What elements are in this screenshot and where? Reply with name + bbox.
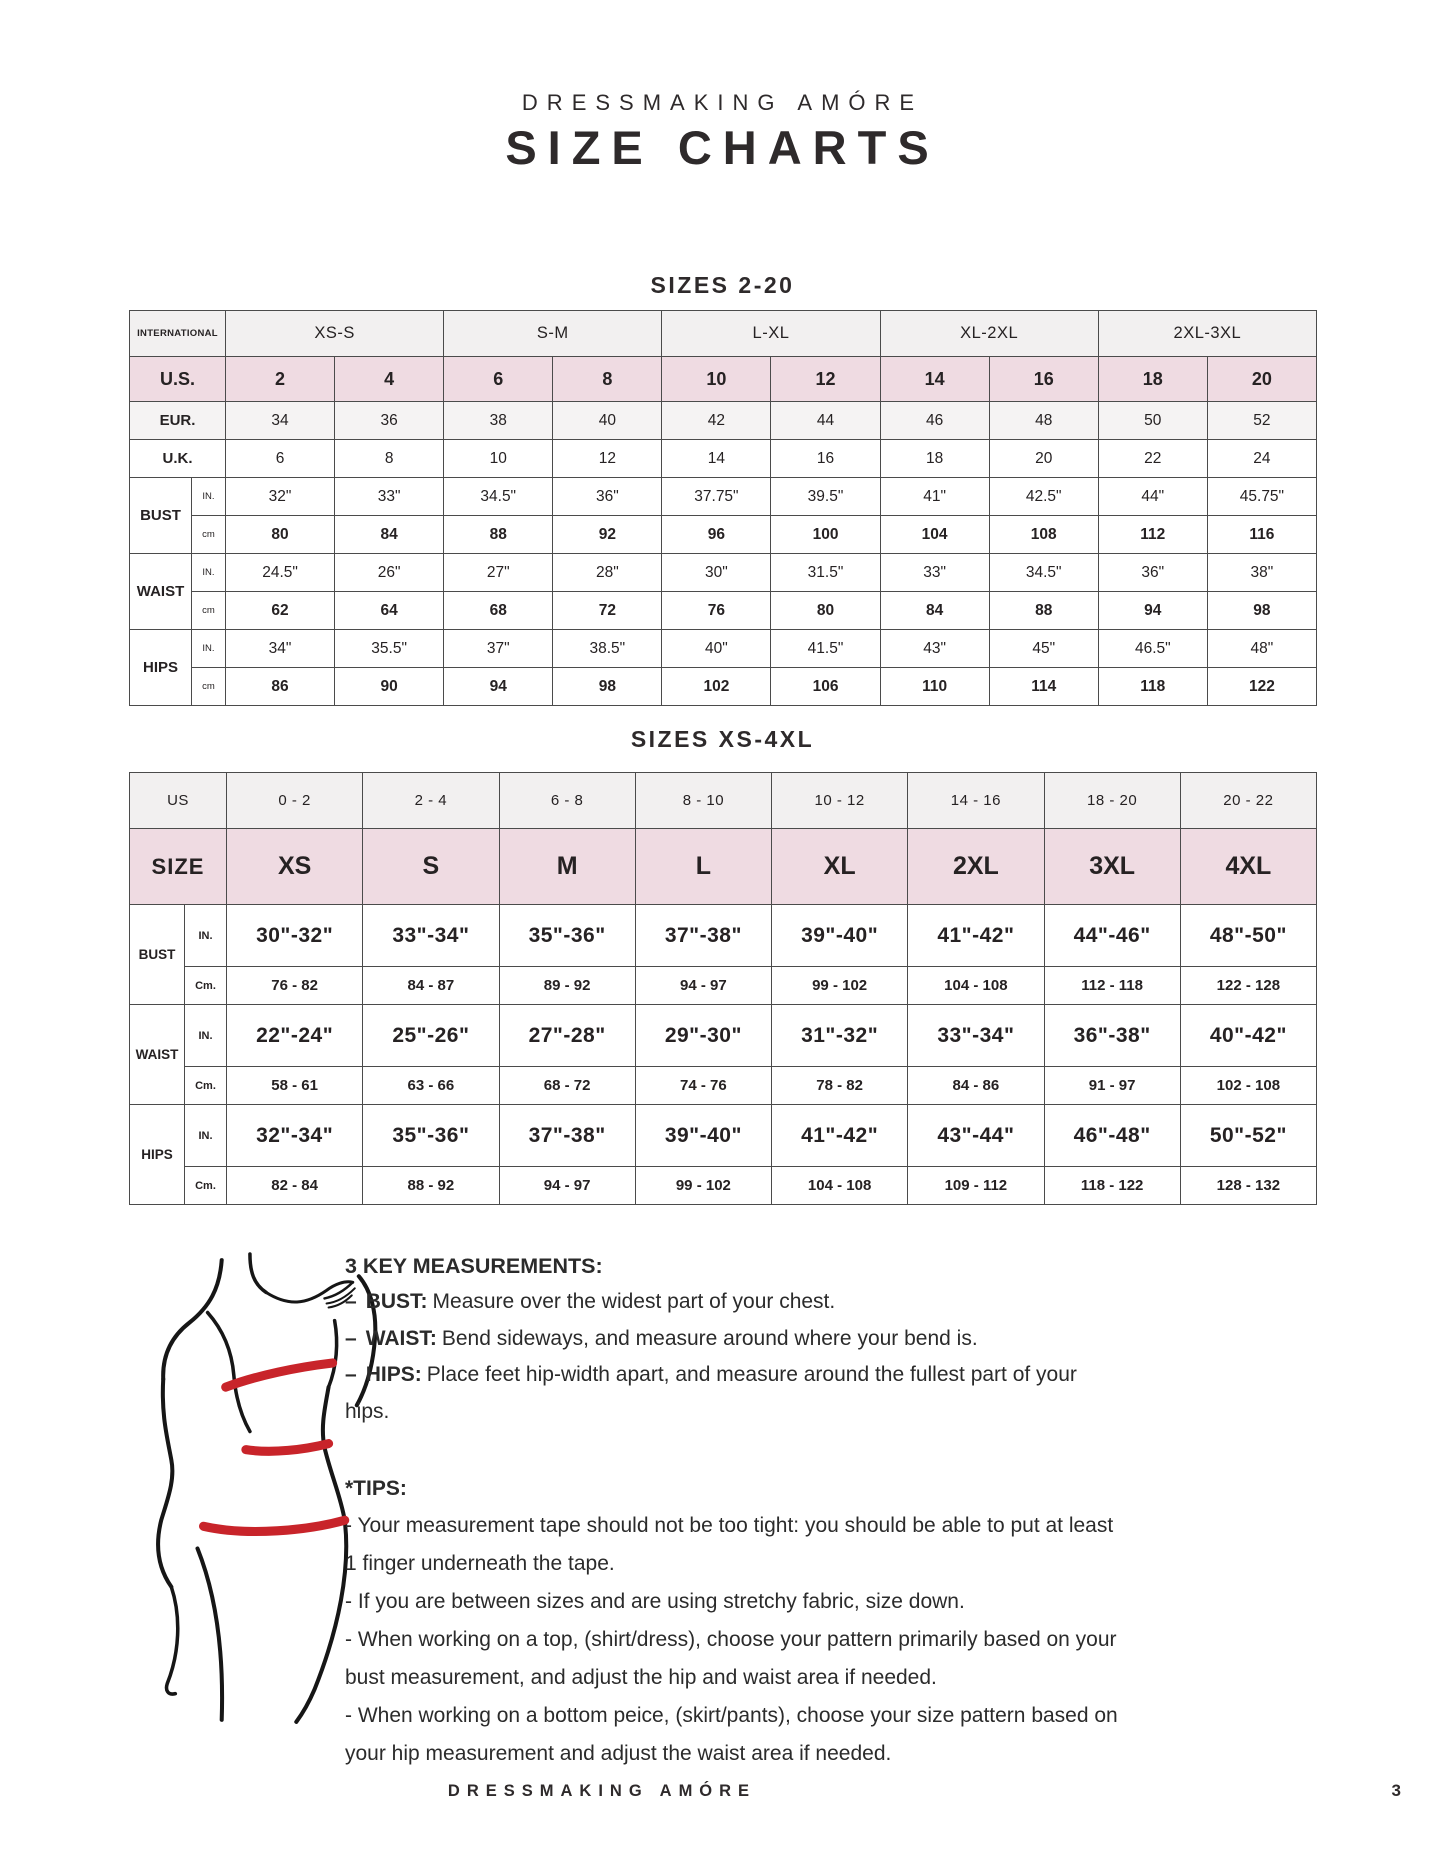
- cm-range-value: 118 - 122: [1044, 1167, 1180, 1205]
- size-value: 12: [553, 440, 662, 478]
- tips-heading: *TIPS:: [345, 1477, 407, 1500]
- size-value: 44: [771, 402, 880, 440]
- page-number: 3: [1391, 1781, 1401, 1800]
- size-value: 10: [444, 440, 553, 478]
- bullet-dash: –: [345, 1290, 357, 1313]
- inch-value: 48": [1207, 630, 1316, 668]
- inch-range-value: 25"-26": [363, 1005, 499, 1067]
- cm-value: 90: [335, 668, 444, 706]
- cm-value: 88: [989, 592, 1098, 630]
- bullet-dash: –: [345, 1326, 357, 1350]
- size-name-value: 2XL: [908, 829, 1044, 905]
- inch-value: 34.5": [444, 478, 553, 516]
- region-label: EUR.: [130, 402, 226, 440]
- cm-value: 104: [880, 516, 989, 554]
- cm-value: 68: [444, 592, 553, 630]
- measurement-item-bust: [345, 1284, 1120, 1321]
- inch-range-value: 48"-50": [1180, 905, 1316, 967]
- us-label: US: [130, 773, 227, 829]
- inch-value: 37.75": [662, 478, 771, 516]
- table-row: [130, 1067, 1317, 1105]
- cm-value: 84: [335, 516, 444, 554]
- inch-range-value: 46"-48": [1044, 1105, 1180, 1167]
- cm-value: 118: [1098, 668, 1207, 706]
- cm-range-value: 78 - 82: [772, 1067, 908, 1105]
- cm-value: 88: [444, 516, 553, 554]
- table2-title: SIZES XS-4XL: [630, 726, 815, 752]
- region-label: U.K.: [130, 440, 226, 478]
- size-value: 14: [880, 357, 989, 402]
- inch-value: 45": [989, 630, 1098, 668]
- cm-range-value: 94 - 97: [635, 967, 771, 1005]
- international-size-group: L-XL: [662, 311, 880, 357]
- measurement-desc: Place feet hip-width apart, and measure around the fullest part of your hips.: [345, 1363, 1077, 1423]
- cm-range-value: 94 - 97: [499, 1167, 635, 1205]
- cm-value: 106: [771, 668, 880, 706]
- cm-value: 96: [662, 516, 771, 554]
- table-row: [130, 967, 1317, 1005]
- table-row: [130, 478, 1317, 516]
- measurement-label: WAIST: [130, 1005, 185, 1105]
- inch-value: 42.5": [989, 478, 1098, 516]
- table-row: [130, 829, 1317, 905]
- unit-inches-label: IN.: [192, 554, 226, 592]
- cm-value: 94: [444, 668, 553, 706]
- size-name-value: 4XL: [1180, 829, 1316, 905]
- sizes-xs-4xl-table: [129, 772, 1317, 1205]
- tip-item: - When working on a top, (shirt/dress), choose your pattern primarily based on your bust measurement, and adjust the hip and waist area if needed.: [345, 1628, 1117, 1689]
- cm-value: 98: [1207, 592, 1316, 630]
- inch-value: 38.5": [553, 630, 662, 668]
- cm-value: 64: [335, 592, 444, 630]
- us-range-value: 14 - 16: [908, 773, 1044, 829]
- inch-range-value: 35"-36": [363, 1105, 499, 1167]
- size-value: 18: [880, 440, 989, 478]
- size-value: 4: [335, 357, 444, 402]
- table-row: [130, 592, 1317, 630]
- size-value: 24: [1207, 440, 1316, 478]
- cm-value: 122: [1207, 668, 1316, 706]
- size-value: 40: [553, 402, 662, 440]
- measurement-term: WAIST:: [365, 1326, 437, 1350]
- brand-title: DRESSMAKING AMÓRE: [521, 90, 924, 115]
- size-name-value: S: [363, 829, 499, 905]
- unit-inches-label: IN.: [185, 1105, 227, 1167]
- cm-value: 94: [1098, 592, 1207, 630]
- inch-range-value: 27"-28": [499, 1005, 635, 1067]
- international-size-group: XL-2XL: [880, 311, 1098, 357]
- unit-inches-label: IN.: [185, 905, 227, 967]
- us-range-value: 8 - 10: [635, 773, 771, 829]
- inch-range-value: 36"-38": [1044, 1005, 1180, 1067]
- size-value: 14: [662, 440, 771, 478]
- inch-value: 28": [553, 554, 662, 592]
- measurement-item-hips: [345, 1357, 1120, 1430]
- unit-cm-label: Cm.: [185, 1067, 227, 1105]
- table-row: [130, 440, 1317, 478]
- hips-band: [204, 1520, 345, 1531]
- bullet-dash: –: [345, 1363, 357, 1386]
- inch-range-value: 22"-24": [227, 1005, 363, 1067]
- size-value: 16: [771, 440, 880, 478]
- inch-value: 30": [662, 554, 771, 592]
- cm-value: 116: [1207, 516, 1316, 554]
- inch-value: 32": [226, 478, 335, 516]
- measurement-guide: [345, 1248, 1120, 1773]
- inch-value: 45.75": [1207, 478, 1316, 516]
- cm-range-value: 63 - 66: [363, 1067, 499, 1105]
- inch-value: 38": [1207, 554, 1316, 592]
- inch-value: 34.5": [989, 554, 1098, 592]
- cm-value: 76: [662, 592, 771, 630]
- size-value: 8: [335, 440, 444, 478]
- size-value: 50: [1098, 402, 1207, 440]
- inch-value: 36": [1098, 554, 1207, 592]
- inch-value: 35.5": [335, 630, 444, 668]
- size-name-value: M: [499, 829, 635, 905]
- size-value: 6: [444, 357, 553, 402]
- cm-value: 80: [771, 592, 880, 630]
- inch-value: 41": [880, 478, 989, 516]
- table-row: [130, 1167, 1317, 1205]
- table-row: [130, 773, 1317, 829]
- size-value: 8: [553, 357, 662, 402]
- size-name-value: 3XL: [1044, 829, 1180, 905]
- size-value: 52: [1207, 402, 1316, 440]
- cm-range-value: 58 - 61: [227, 1067, 363, 1105]
- size-name-value: XL: [772, 829, 908, 905]
- cm-range-value: 68 - 72: [499, 1067, 635, 1105]
- measurement-desc: Bend sideways, and measure around where your bend is.: [441, 1326, 978, 1350]
- inch-value: 43": [880, 630, 989, 668]
- size-value: 10: [662, 357, 771, 402]
- measurement-label: WAIST: [130, 554, 192, 630]
- region-label: U.S.: [130, 357, 226, 402]
- unit-inches-label: IN.: [192, 478, 226, 516]
- inch-range-value: 39"-40": [635, 1105, 771, 1167]
- table-row: [130, 630, 1317, 668]
- unit-inches-label: IN.: [192, 630, 226, 668]
- inch-value: 44": [1098, 478, 1207, 516]
- size-value: 22: [1098, 440, 1207, 478]
- measurement-label: HIPS: [130, 1105, 185, 1205]
- inch-range-value: 43"-44": [908, 1105, 1044, 1167]
- inch-value: 33": [335, 478, 444, 516]
- size-value: 42: [662, 402, 771, 440]
- inch-range-value: 32"-34": [227, 1105, 363, 1167]
- inch-range-value: 31"-32": [772, 1005, 908, 1067]
- us-range-value: 10 - 12: [772, 773, 908, 829]
- cm-range-value: 74 - 76: [635, 1067, 771, 1105]
- cm-value: 102: [662, 668, 771, 706]
- table-row: [130, 554, 1317, 592]
- inch-range-value: 35"-36": [499, 905, 635, 967]
- cm-range-value: 104 - 108: [908, 967, 1044, 1005]
- cm-range-value: 99 - 102: [772, 967, 908, 1005]
- table-row: [130, 402, 1317, 440]
- cm-value: 110: [880, 668, 989, 706]
- inch-range-value: 37"-38": [499, 1105, 635, 1167]
- cm-range-value: 84 - 87: [363, 967, 499, 1005]
- cm-value: 80: [226, 516, 335, 554]
- inch-range-value: 44"-46": [1044, 905, 1180, 967]
- us-range-value: 2 - 4: [363, 773, 499, 829]
- cm-range-value: 88 - 92: [363, 1167, 499, 1205]
- cm-range-value: 128 - 132: [1180, 1167, 1316, 1205]
- inch-value: 33": [880, 554, 989, 592]
- page-title: SIZE CHARTS: [505, 121, 940, 174]
- size-name-value: L: [635, 829, 771, 905]
- cm-value: 62: [226, 592, 335, 630]
- measurement-desc: Measure over the widest part of your chest.: [432, 1290, 836, 1313]
- cm-range-value: 109 - 112: [908, 1167, 1044, 1205]
- us-range-value: 18 - 20: [1044, 773, 1180, 829]
- measurement-item-waist: [345, 1321, 1120, 1358]
- cm-range-value: 99 - 102: [635, 1167, 771, 1205]
- size-value: 46: [880, 402, 989, 440]
- table1-title: SIZES 2-20: [650, 272, 795, 298]
- size-value: 12: [771, 357, 880, 402]
- tip-item: - If you are between sizes and are using stretchy fabric, size down.: [345, 1590, 965, 1613]
- inch-value: 36": [553, 478, 662, 516]
- body-sketch-illustration: [136, 1246, 380, 1740]
- guide-heading: 3 KEY MEASUREMENTS:: [345, 1254, 603, 1278]
- table-row: [130, 357, 1317, 402]
- international-label: INTERNATIONAL: [130, 311, 226, 357]
- cm-range-value: 82 - 84: [227, 1167, 363, 1205]
- cm-range-value: 91 - 97: [1044, 1067, 1180, 1105]
- us-range-value: 6 - 8: [499, 773, 635, 829]
- size-name-value: XS: [227, 829, 363, 905]
- us-range-value: 20 - 22: [1180, 773, 1316, 829]
- cm-range-value: 112 - 118: [1044, 967, 1180, 1005]
- cm-range-value: 89 - 92: [499, 967, 635, 1005]
- inch-range-value: 37"-38": [635, 905, 771, 967]
- size-value: 2: [226, 357, 335, 402]
- cm-value: 112: [1098, 516, 1207, 554]
- table-row: [130, 311, 1317, 357]
- measurement-label: BUST: [130, 905, 185, 1005]
- cm-value: 92: [553, 516, 662, 554]
- inch-value: 40": [662, 630, 771, 668]
- cm-range-value: 102 - 108: [1180, 1067, 1316, 1105]
- international-size-group: 2XL-3XL: [1098, 311, 1316, 357]
- cm-range-value: 76 - 82: [227, 967, 363, 1005]
- table-row: [130, 1005, 1317, 1067]
- inch-range-value: 40"-42": [1180, 1005, 1316, 1067]
- inch-range-value: 30"-32": [227, 905, 363, 967]
- unit-cm-label: Cm.: [185, 967, 227, 1005]
- inch-value: 37": [444, 630, 553, 668]
- cm-value: 72: [553, 592, 662, 630]
- inch-value: 46.5": [1098, 630, 1207, 668]
- bust-band: [226, 1363, 333, 1387]
- cm-range-value: 104 - 108: [772, 1167, 908, 1205]
- cm-value: 114: [989, 668, 1098, 706]
- tip-item: - When working on a bottom peice, (skirt/pants), choose your size pattern based on your hip measurement and adjust the waist area if needed.: [345, 1704, 1118, 1765]
- us-range-value: 0 - 2: [227, 773, 363, 829]
- cm-range-value: 84 - 86: [908, 1067, 1044, 1105]
- table-row: [130, 1105, 1317, 1167]
- size-value: 20: [1207, 357, 1316, 402]
- cm-value: 84: [880, 592, 989, 630]
- cm-range-value: 122 - 128: [1180, 967, 1316, 1005]
- table-row: [130, 905, 1317, 967]
- size-value: 36: [335, 402, 444, 440]
- inch-value: 24.5": [226, 554, 335, 592]
- waist-band: [246, 1444, 329, 1452]
- table-row: [130, 516, 1317, 554]
- unit-cm-label: cm: [192, 592, 226, 630]
- inch-range-value: 29"-30": [635, 1005, 771, 1067]
- inch-value: 39.5": [771, 478, 880, 516]
- table-row: [130, 668, 1317, 706]
- inch-range-value: 39"-40": [772, 905, 908, 967]
- inch-value: 34": [226, 630, 335, 668]
- unit-cm-label: cm: [192, 668, 226, 706]
- unit-cm-label: Cm.: [185, 1167, 227, 1205]
- inch-value: 31.5": [771, 554, 880, 592]
- international-size-group: XS-S: [226, 311, 444, 357]
- cm-value: 100: [771, 516, 880, 554]
- unit-cm-label: cm: [192, 516, 226, 554]
- measurement-term: HIPS:: [365, 1363, 422, 1386]
- size-value: 16: [989, 357, 1098, 402]
- cm-value: 86: [226, 668, 335, 706]
- size-value: 38: [444, 402, 553, 440]
- inch-value: 27": [444, 554, 553, 592]
- footer-brand: DRESSMAKING AMÓRE: [447, 1782, 757, 1800]
- inch-range-value: 33"-34": [363, 905, 499, 967]
- inch-range-value: 41"-42": [908, 905, 1044, 967]
- size-label: SIZE: [130, 829, 227, 905]
- international-size-group: S-M: [444, 311, 662, 357]
- inch-range-value: 41"-42": [772, 1105, 908, 1167]
- inch-range-value: 50"-52": [1180, 1105, 1316, 1167]
- measurement-bands: [204, 1363, 345, 1532]
- inch-value: 26": [335, 554, 444, 592]
- tip-item: - Your measurement tape should not be too tight: you should be able to put at least 1 finger underneath the tape.: [345, 1514, 1114, 1575]
- inch-value: 41.5": [771, 630, 880, 668]
- measurement-label: HIPS: [130, 630, 192, 706]
- cm-value: 98: [553, 668, 662, 706]
- measurement-term: BUST:: [365, 1290, 428, 1313]
- size-value: 6: [226, 440, 335, 478]
- size-value: 34: [226, 402, 335, 440]
- sizes-2-20-table: [129, 310, 1317, 706]
- size-value: 18: [1098, 357, 1207, 402]
- size-value: 48: [989, 402, 1098, 440]
- inch-range-value: 33"-34": [908, 1005, 1044, 1067]
- unit-inches-label: IN.: [185, 1005, 227, 1067]
- body-measurement-figure: [136, 1246, 380, 1740]
- size-value: 20: [989, 440, 1098, 478]
- cm-value: 108: [989, 516, 1098, 554]
- measurement-label: BUST: [130, 478, 192, 554]
